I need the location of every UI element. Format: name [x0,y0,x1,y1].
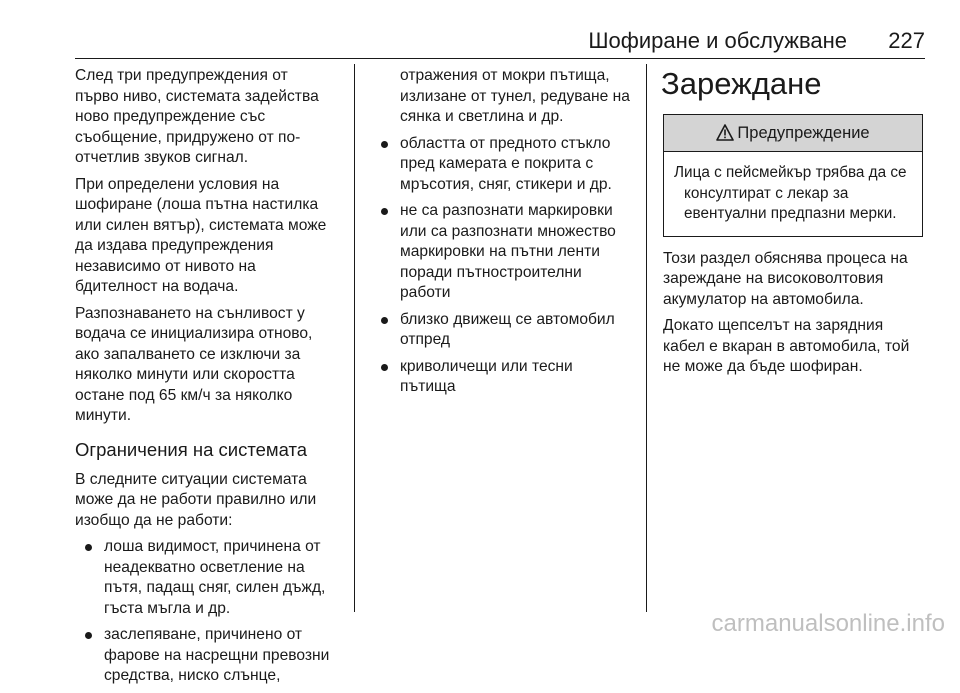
text-line: да издава предупреждения [75,237,274,254]
warning-title: Предупреждение [737,124,870,142]
text-line: поради пътностроителни [400,263,582,281]
text-line: съобщение, придружено от по- [75,128,301,146]
text-line: След три предупреждения от [75,67,288,84]
column-middle [371,66,636,404]
paragraph [75,66,347,169]
text-line: първо ниво, системата задейства [75,87,319,105]
text-line: зареждане на високоволтовия [663,270,884,287]
text-line: При определени условия на [75,175,280,193]
text-line: близко движещ се автомобил [400,310,615,328]
text-line: пътища [400,378,456,395]
chapter-title: Шофиране и обслужване [588,28,847,53]
text-line: средства, ниско слънце, [104,667,281,684]
text-line: акумулатор на автомобила. [663,290,864,308]
text-line: гъста мъгла и др. [104,599,231,617]
column-right [663,66,928,384]
list-item [371,201,636,304]
text-line: или силен вятър), системата може [75,216,327,234]
text-line: не може да бъде шофиран. [663,358,863,375]
text-line: изобщо да не работи: [75,511,233,529]
text-line: маркировки на пътни ленти [400,243,600,260]
page-number: 227 [888,28,925,53]
text-line: може да не работи правилно или [75,491,317,508]
text-line: заслепяване, причинено от [104,626,303,643]
list-item [371,357,636,398]
warning-header [664,115,922,152]
text-line: не са разпознати маркировки [400,202,613,219]
bullet-icon [381,208,388,215]
warning-text [664,152,922,236]
text-line: или са разпознати множество [400,222,616,240]
watermark: carmanualsonline.info [711,610,945,637]
text-line: излизане от тунел, редуване на [400,87,630,105]
text-line: независимо от нивото на [75,257,256,275]
list-item [75,625,347,687]
text-line: бдителност на водача. [75,278,239,295]
list-item [371,310,636,351]
text-line: минути. [75,407,132,424]
text-line: неадекватно осветление на [104,558,305,576]
text-line: Разпознаването на сънливост у [75,304,305,322]
text-line: криволичещи или тесни [400,357,573,375]
text-line: няколко минути или скоростта [75,366,295,383]
bullet-icon [85,544,92,551]
section-title: Зареждане [661,66,822,101]
bullet-icon [381,141,388,148]
text-line: консултират с лекар за [684,184,849,202]
text-line: Лица с пейсмейкър трябва да се [674,164,907,181]
text-line: лоша видимост, причинена от [104,538,321,555]
text-line: отчетлив звуков сигнал. [75,149,249,166]
paragraph [75,470,347,532]
section-heading: Ограничения на системата [75,438,308,460]
text-line: ако запалването се изключи за [75,345,301,363]
text-line: работи [400,284,451,301]
text-line: пътя, падащ сняг, силен дъжд, [104,579,326,596]
column-divider [646,64,647,612]
paragraph [663,249,928,311]
text-line: пред камерата е покрита с [400,155,594,172]
text-line: Докато щепселът на зарядния [663,317,884,334]
list-item [371,134,636,196]
page-header [75,26,925,59]
text-line: кабел е вкаран в автомобила, той [663,337,910,355]
warning-box [663,114,923,237]
text-line: областта от предното стъкло [400,134,611,152]
text-line: отражения от мокри пътища, [400,67,610,84]
column-divider [354,64,355,612]
text-line: отпред [400,331,451,348]
text-line: водача се инициализира отново, [75,325,313,342]
bullet-icon [381,364,388,371]
bullet-icon [85,632,92,639]
text-line: сянка и светлина и др. [400,108,564,125]
paragraph [75,304,347,427]
text-line: остане под 65 км/ч за няколко [75,386,293,404]
column-left [75,66,347,693]
text-line: евентуални предпазни мерки. [684,205,897,222]
text-line: мръсотия, сняг, стикери и др. [400,175,612,193]
warning-triangle-icon [716,124,734,141]
list-item [75,537,347,619]
bullet-icon [381,317,388,324]
text-line: фарове на насрещни превозни [104,646,330,664]
paragraph [663,316,928,378]
paragraph [75,175,347,298]
text-line: Този раздел обяснява процеса на [663,249,908,267]
paragraph-continuation [371,66,636,128]
text-line: шофиране (лоша пътна настилка [75,196,319,213]
text-line: ново предупреждение със [75,108,266,125]
text-line: В следните ситуации системата [75,470,307,488]
